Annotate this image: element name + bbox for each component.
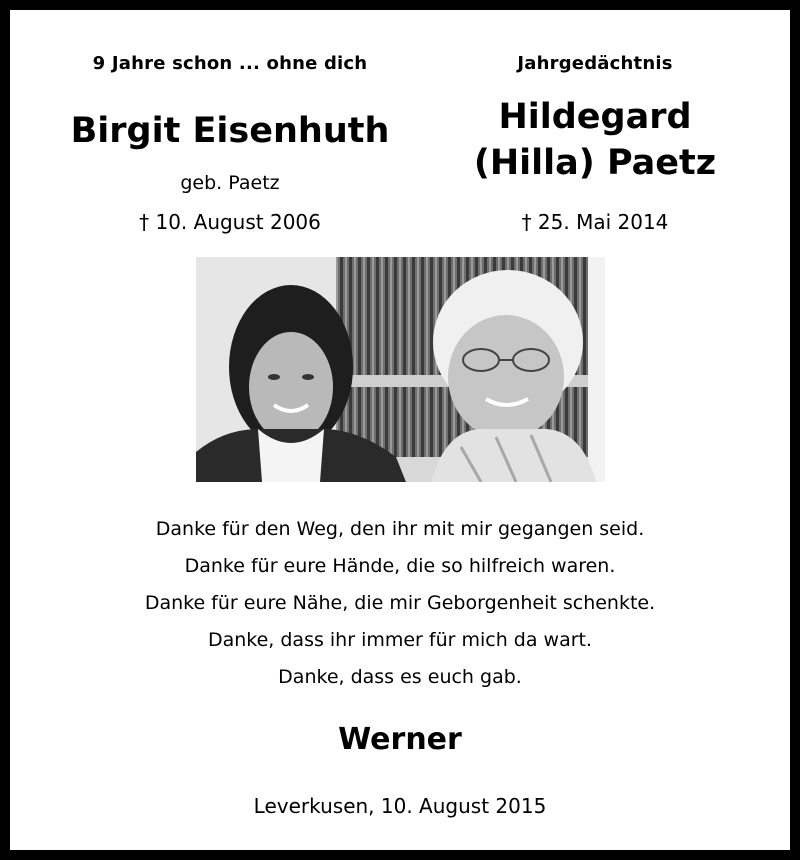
place-date: Leverkusen, 10. August 2015 [253,794,547,818]
poem-line: Danke, dass ihr immer für mich da wart. [207,629,593,651]
left-birth-name: geb. Paetz [180,172,280,194]
left-name [30,108,430,154]
portrait-photo-graphic [196,257,605,482]
left-intro: 9 Jahre schon ... ohne dich [92,53,368,74]
right-death-date: † 25. Mai 2014 [521,210,669,234]
right-name-line-2: (Hilla) Paetz [473,143,717,183]
right-name-line-1: Hildegard [498,97,692,137]
poem-line: Danke für den Weg, den ihr mit mir gegangen seid. [155,518,645,540]
left-name-line: Birgit Eisenhuth [70,111,390,151]
right-name [395,94,795,186]
poem-line: Danke, dass es euch gab. [278,666,522,688]
poem-line: Danke für eure Hände, die so hilfreich waren. [184,555,616,577]
signature-name: Werner [338,722,462,757]
portrait-photo [196,257,605,482]
thank-you-poem [20,511,780,696]
right-intro: Jahrgedächtnis [517,53,673,74]
left-death-date: † 10. August 2006 [139,210,321,234]
poem-line: Danke für eure Nähe, die mir Geborgenheit schenkte. [144,592,656,614]
